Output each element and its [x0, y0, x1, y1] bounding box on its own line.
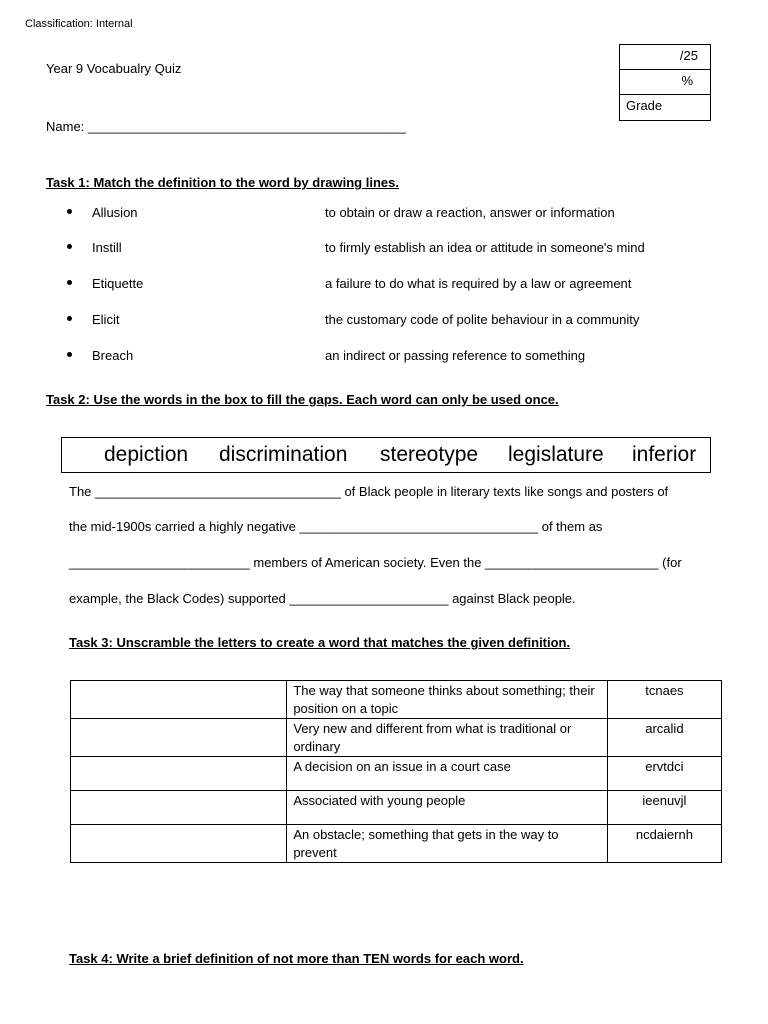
- table-row: [71, 825, 722, 863]
- answer-cell[interactable]: [71, 757, 287, 791]
- fill-gap-line[interactable]: example, the Black Codes) supported ______________________ against Black people.: [69, 591, 576, 606]
- match-row: [0, 240, 768, 260]
- task2-heading: Task 2: Use the words in the box to fill the gaps. Each word can only be used once.: [46, 392, 559, 407]
- word-bank-item: inferior: [632, 443, 697, 466]
- word-bank-box: [61, 437, 711, 473]
- unscramble-table: [70, 680, 722, 863]
- definition-cell: Associated with young people: [287, 791, 607, 825]
- percent-field[interactable]: %: [620, 70, 710, 95]
- fill-gap-line[interactable]: the mid-1900s carried a highly negative _________________________________ of them as: [69, 519, 603, 534]
- definition-cell: Very new and different from what is traditional or ordinary: [287, 719, 607, 757]
- scrambled-cell: tcnaes: [607, 681, 721, 719]
- task1-heading: Task 1: Match the definition to the word by drawing lines.: [46, 175, 399, 190]
- word-bank-item: legislature: [508, 443, 604, 466]
- match-definition[interactable]: to firmly establish an idea or attitude in someone's mind: [325, 240, 645, 255]
- match-word[interactable]: Instill: [92, 240, 122, 255]
- definition-cell: An obstacle; something that gets in the way to prevent: [287, 825, 607, 863]
- word-bank-item: depiction: [104, 443, 189, 466]
- table-row: [71, 791, 722, 825]
- grade-field[interactable]: Grade: [626, 98, 663, 113]
- classification-label: Classification: Internal: [25, 18, 133, 30]
- score-field[interactable]: /25: [620, 45, 710, 70]
- definition-cell: The way that someone thinks about something; their position on a topic: [287, 681, 607, 719]
- bullet-icon: [67, 352, 72, 357]
- match-row: [0, 312, 768, 332]
- match-definition[interactable]: an indirect or passing reference to something: [325, 348, 586, 363]
- word-bank-item: discrimination: [219, 443, 348, 466]
- name-line[interactable]: Name: ____________________________________________: [46, 119, 407, 134]
- fill-gap-line[interactable]: The __________________________________ of Black people in literary texts like songs and posters of: [69, 484, 669, 499]
- table-row: [71, 681, 722, 719]
- match-definition[interactable]: a failure to do what is required by a law or agreement: [325, 276, 632, 291]
- quiz-title: Year 9 Vocabualry Quiz: [46, 61, 182, 76]
- match-word[interactable]: Etiquette: [92, 276, 144, 291]
- answer-cell[interactable]: [71, 791, 287, 825]
- fill-gap-line[interactable]: _________________________ members of American society. Even the ________________________ (for: [69, 555, 682, 570]
- task3-heading: Task 3: Unscramble the letters to create a word that matches the given definition.: [69, 635, 571, 650]
- bullet-icon: [67, 244, 72, 249]
- answer-cell[interactable]: [71, 825, 287, 863]
- definition-cell: A decision on an issue in a court case: [287, 757, 607, 791]
- bullet-icon: [67, 209, 72, 214]
- match-row: [0, 348, 768, 368]
- grade-box: [619, 44, 711, 121]
- task4-heading: Task 4: Write a brief definition of not more than TEN words for each word.: [69, 951, 524, 966]
- match-row: [0, 276, 768, 296]
- scrambled-cell: ervtdci: [607, 757, 721, 791]
- answer-cell[interactable]: [71, 719, 287, 757]
- scrambled-cell: ieenuvjl: [607, 791, 721, 825]
- answer-cell[interactable]: [71, 681, 287, 719]
- match-word[interactable]: Breach: [92, 348, 134, 363]
- word-bank-item: stereotype: [380, 443, 479, 466]
- table-row: [71, 719, 722, 757]
- bullet-icon: [67, 316, 72, 321]
- scrambled-cell: ncdaiernh: [607, 825, 721, 863]
- table-row: [71, 757, 722, 791]
- match-word[interactable]: Allusion: [92, 205, 138, 220]
- scrambled-cell: arcalid: [607, 719, 721, 757]
- match-row: [0, 205, 768, 225]
- match-definition[interactable]: the customary code of polite behaviour in a community: [325, 312, 640, 327]
- bullet-icon: [67, 280, 72, 285]
- match-word[interactable]: Elicit: [92, 312, 120, 327]
- match-definition[interactable]: to obtain or draw a reaction, answer or information: [325, 205, 615, 220]
